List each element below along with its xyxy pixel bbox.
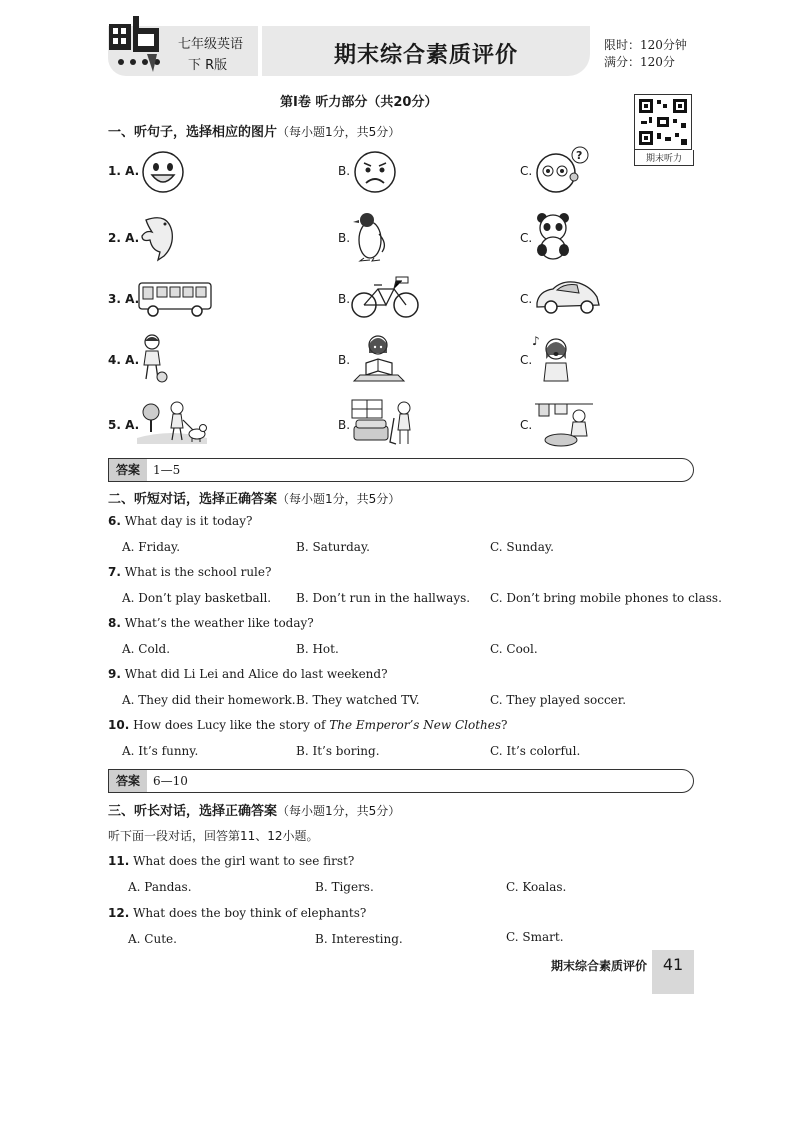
question-text: How does Lucy like the story of: [133, 718, 330, 732]
question-number: 6.: [108, 514, 121, 528]
option-b[interactable]: B. Hot.: [296, 642, 339, 656]
answer-tag: 答案: [109, 770, 147, 792]
car-icon[interactable]: [533, 277, 603, 317]
full-score: 满分：120分: [604, 55, 675, 69]
option-c-label: C.: [520, 353, 533, 367]
option-a[interactable]: A. They did their homework.: [122, 693, 296, 707]
question-text: What does the boy think of elephants?: [133, 906, 367, 920]
pic-question-2: [0, 210, 800, 260]
option-b-label: B.: [338, 353, 351, 367]
option-c[interactable]: C. Cool.: [490, 642, 538, 656]
option-b-label: B.: [338, 164, 351, 178]
question-mark: ?: [501, 718, 508, 732]
option-a[interactable]: A. Don’t play basketball.: [122, 591, 272, 605]
option-c-label: C.: [520, 292, 533, 306]
option-b[interactable]: B. Saturday.: [296, 540, 370, 554]
girl-singing-icon[interactable]: [532, 333, 572, 383]
section1-heading: [108, 121, 400, 140]
part-title: 第Ⅰ卷 听力部分（共20分）: [280, 95, 438, 110]
svg-text:♪: ♪: [532, 334, 540, 348]
confused-face-icon[interactable]: [534, 145, 594, 195]
qr-label: 期末听力: [634, 150, 694, 166]
answer-tag: 答案: [109, 459, 147, 481]
question-6: [108, 514, 252, 528]
page-title: 期末综合素质评价: [333, 43, 518, 68]
pic-question-1: [0, 145, 800, 195]
edition-text: 下 R版: [188, 58, 228, 73]
question-text: What did Li Lei and Alice do last weekend?: [124, 667, 388, 681]
girl-playing-ball-icon[interactable]: [138, 333, 170, 385]
pic-question-3: [0, 275, 800, 325]
option-b-label: B.: [338, 418, 351, 432]
section2-points: （每小题1分，共5分）: [277, 492, 401, 506]
question-12: [108, 906, 366, 920]
section3-intro: 听下面一段对话，回答第11、12小题。: [108, 829, 319, 843]
svg-text:?: ?: [576, 149, 583, 162]
section2-heading: [108, 488, 400, 507]
girl-reading-icon[interactable]: [352, 333, 406, 383]
section1-points: （每小题1分，共5分）: [277, 125, 401, 139]
question-8: [108, 616, 314, 630]
walking-dog-icon[interactable]: [137, 398, 207, 446]
cleaning-room-icon[interactable]: [350, 398, 418, 446]
question-label: 3. A.: [108, 292, 140, 306]
option-a[interactable]: A. Cold.: [122, 642, 171, 656]
question-text: What does the girl want to see first?: [133, 854, 355, 868]
section3-heading: [108, 800, 400, 819]
question-label: 5. A.: [108, 418, 140, 432]
answer-range: 1—5: [153, 463, 181, 477]
bicycle-icon[interactable]: [350, 275, 422, 319]
option-b-label: B.: [338, 292, 351, 306]
question-text: What’s the weather like today?: [124, 616, 314, 630]
section3-points: （每小题1分，共5分）: [277, 804, 401, 818]
question-10: [108, 718, 507, 732]
option-b[interactable]: B. They watched TV.: [296, 693, 420, 707]
option-b[interactable]: B. Interesting.: [315, 932, 403, 946]
penguin-icon[interactable]: [350, 210, 392, 262]
panda-icon[interactable]: [534, 210, 574, 262]
option-b[interactable]: B. It’s boring.: [296, 744, 380, 758]
pic-question-4: [0, 333, 800, 383]
qr-code-icon[interactable]: [634, 94, 692, 150]
option-a[interactable]: A. Pandas.: [128, 880, 192, 894]
option-a[interactable]: A. Cute.: [128, 932, 177, 946]
option-c[interactable]: C. Koalas.: [506, 880, 567, 894]
option-b[interactable]: B. Don’t run in the hallways.: [296, 591, 471, 605]
answer-range: 6—10: [153, 774, 188, 788]
story-title: The Emperor’s New Clothes: [329, 718, 502, 732]
question-number: 12.: [108, 906, 130, 920]
option-b-label: B.: [338, 231, 351, 245]
question-label: 4. A.: [108, 353, 140, 367]
grade-text: 七年级英语: [178, 37, 244, 52]
option-a[interactable]: A. It’s funny.: [122, 744, 199, 758]
question-number: 10.: [108, 718, 130, 732]
footer-title: 期末综合素质评价: [551, 959, 648, 973]
section1-title: 一、听句子，选择相应的图片: [108, 125, 278, 140]
question-text: What is the school rule?: [124, 565, 272, 579]
dianzhong-logo-icon: [107, 14, 171, 76]
pic-question-5: [0, 398, 800, 448]
section3-title: 三、听长对话，选择正确答案: [108, 804, 278, 819]
option-c[interactable]: C. Don’t bring mobile phones to class.: [490, 591, 722, 605]
sad-face-icon[interactable]: [352, 149, 398, 195]
question-9: [108, 667, 388, 681]
option-a[interactable]: A. Friday.: [122, 540, 181, 554]
question-number: 9.: [108, 667, 121, 681]
question-number: 7.: [108, 565, 121, 579]
question-number: 11.: [108, 854, 130, 868]
option-c-label: C.: [520, 418, 533, 432]
question-7: [108, 565, 271, 579]
section2-title: 二、听短对话，选择正确答案: [108, 492, 278, 507]
washing-clothes-icon[interactable]: [533, 398, 597, 448]
option-b[interactable]: B. Tigers.: [315, 880, 374, 894]
option-c[interactable]: C. Sunday.: [490, 540, 554, 554]
page-number: 41: [662, 955, 684, 974]
answer-bar-2[interactable]: [108, 769, 694, 793]
option-c-label: C.: [520, 164, 533, 178]
answer-bar-1[interactable]: [108, 458, 694, 482]
option-c-label: C.: [520, 231, 533, 245]
question-number: 8.: [108, 616, 121, 630]
question-label: 1. A.: [108, 164, 140, 178]
question-text: What day is it today?: [124, 514, 253, 528]
option-c[interactable]: C. It’s colorful.: [490, 744, 581, 758]
exam-limits: [604, 37, 687, 71]
question-label: 2. A.: [108, 231, 140, 245]
time-limit: 限时：120分钟: [604, 38, 687, 52]
question-11: [108, 854, 354, 868]
grade-label: [178, 34, 243, 76]
smiling-face-icon[interactable]: [140, 149, 186, 195]
bus-icon[interactable]: [137, 279, 215, 319]
option-c[interactable]: C. They played soccer.: [490, 693, 627, 707]
dolphin-icon[interactable]: [138, 210, 180, 262]
option-c[interactable]: C. Smart.: [506, 930, 564, 944]
